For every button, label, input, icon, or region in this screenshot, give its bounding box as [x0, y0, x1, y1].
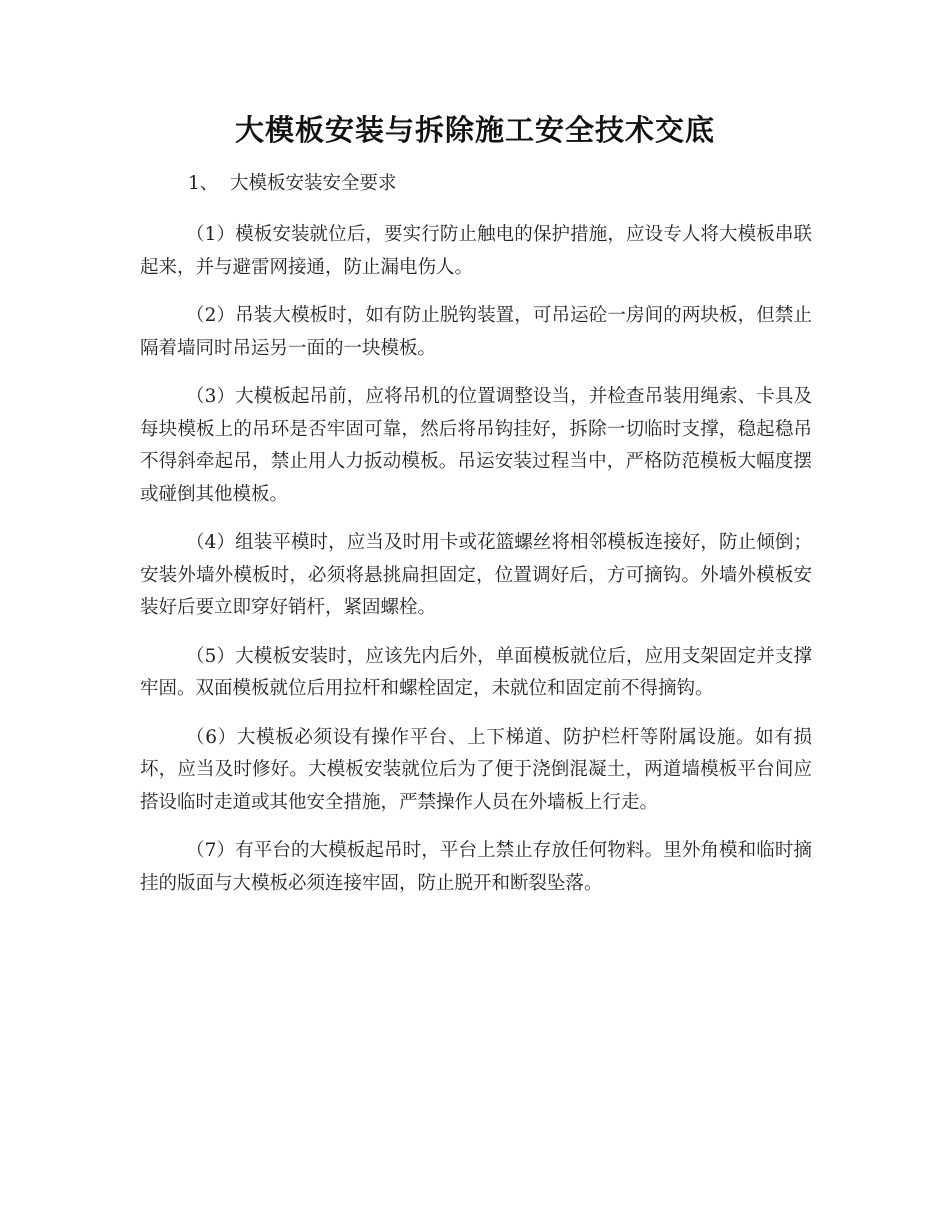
paragraph-3: （3）大模板起吊前，应将吊机的位置调整设当，并检查吊装用绳索、卡具及每块模板上的吊环是否牢固可靠，然后将吊钩挂好，拆除一切临时支撑，稳起稳吊不得斜牵起吊，禁止用人力扳动模板。吊运安装过程当中，严格防范模板大幅度摆或碰倒其他模板。	[140, 386, 812, 505]
section-heading	[188, 170, 397, 198]
document-body	[140, 219, 812, 916]
paragraph-4: （4）组装平模时，应当及时用卡或花篮螺丝将相邻模板连接好，防止倾倒；安装外墙外模板时，必须将悬挑扁担固定，位置调好后，方可摘钩。外墙外模板安装好后要立即穿好销杆，紧固螺栓。	[140, 532, 812, 618]
paragraph-2: （2）吊装大模板时，如有防止脱钩装置，可吊运砼一房间的两块板，但禁止隔着墙同时吊运另一面的一块模板。	[140, 305, 812, 359]
paragraph-7: （7）有平台的大模板起吊时，平台上禁止存放任何物料。里外角模和临时摘挂的版面与大模板必须连接牢固，防止脱开和断裂坠落。	[140, 840, 812, 894]
document-title: 大模板安装与拆除施工安全技术交底	[234, 113, 715, 147]
paragraph-1: （1）模板安装就位后，要实行防止触电的保护措施，应设专人将大模板串联起来，并与避雷网接通，防止漏电伤人。	[140, 224, 812, 278]
section-number: 1、	[188, 173, 219, 194]
section-heading-text: 大模板安装安全要求	[230, 173, 397, 194]
paragraph-6: （6）大模板必须设有操作平台、上下梯道、防护栏杆等附属设施。如有损坏，应当及时修好。大模板安装就位后为了便于浇倒混凝土，两道墙模板平台间应搭设临时走道或其他安全措施，严禁操作人员在外墙板上行走。	[140, 726, 812, 813]
paragraph-5: （5）大模板安装时，应该先内后外，单面模板就位后，应用支架固定并支撑牢固。双面模板就位后用拉杆和螺栓固定，未就位和固定前不得摘钩。	[140, 645, 812, 699]
